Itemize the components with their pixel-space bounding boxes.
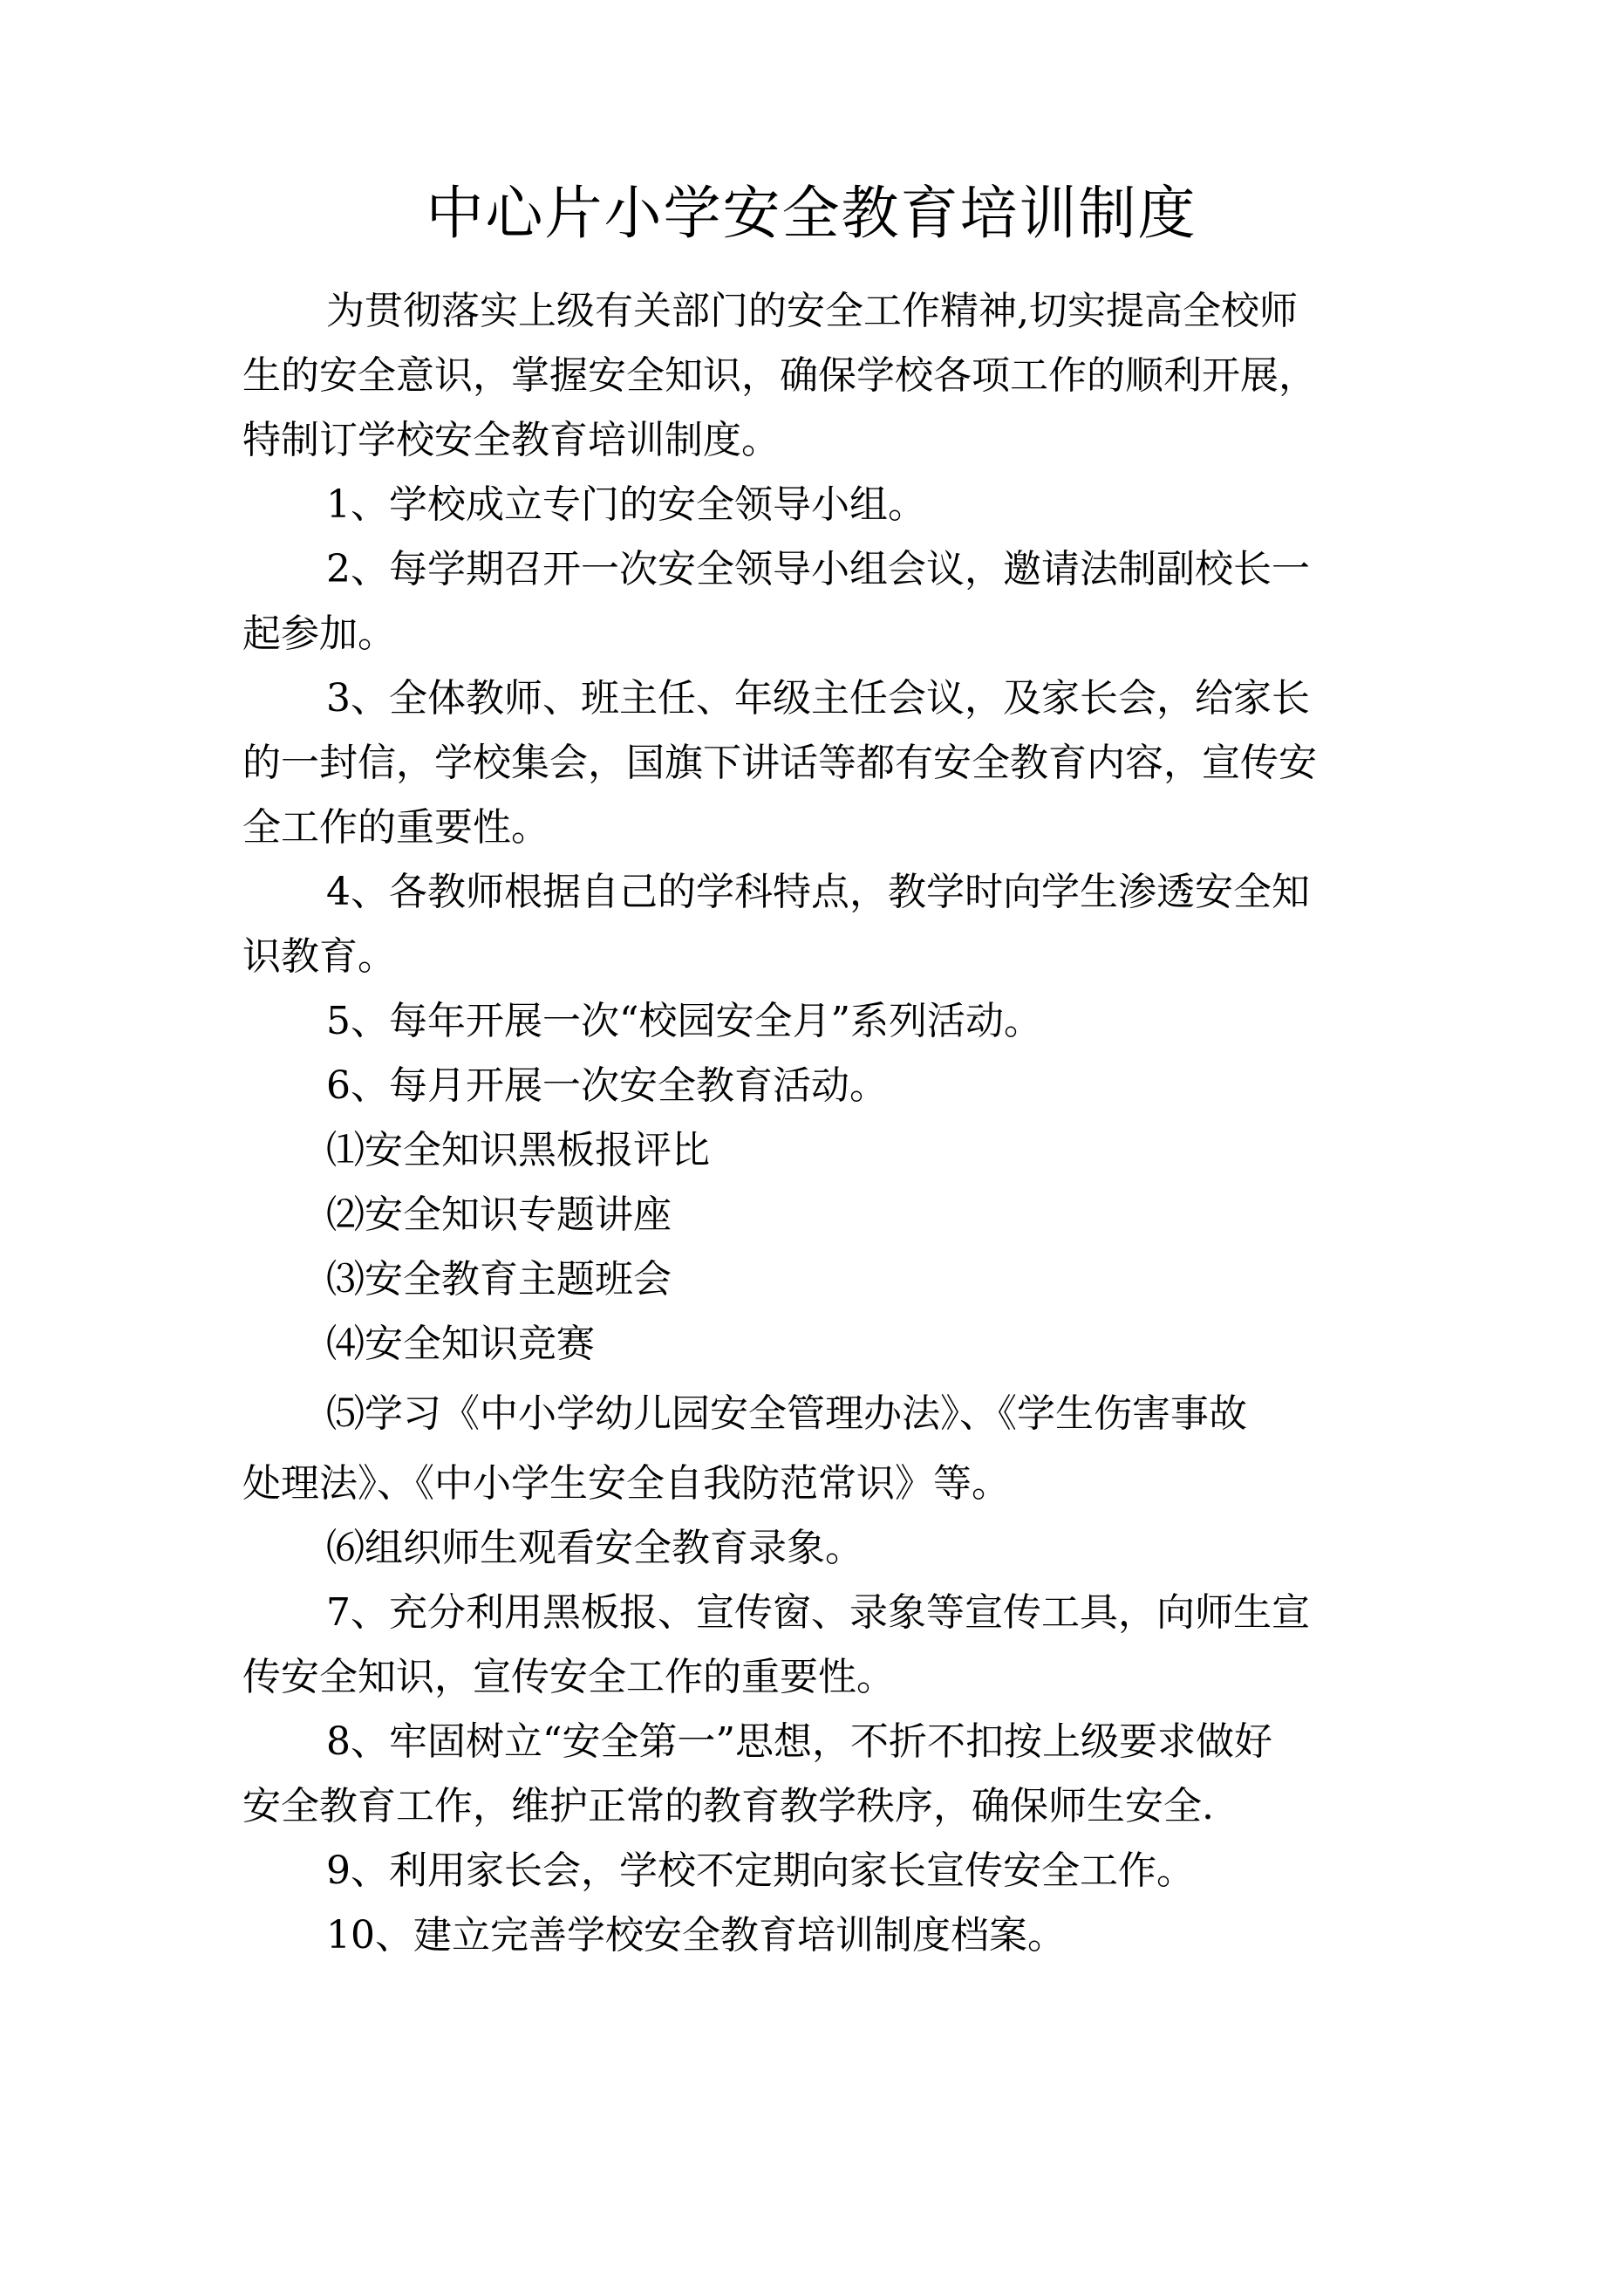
sub-item-4: ⑷安全知识竞赛 [326, 1322, 595, 1366]
item-7-line-2: 传安全知识，宣传安全工作的重要性。 [242, 1655, 895, 1699]
item-9: 9、利用家长会，学校不定期向家长宣传安全工作。 [326, 1848, 1195, 1893]
item-4-line-1: 4、各教师根据自己的学科特点，教学时向学生渗透安全知 [326, 870, 1310, 914]
sub-item-3: ⑶安全教育主题班会 [326, 1257, 672, 1302]
item-10: 10、建立完善学校安全教育培训制度档案。 [326, 1913, 1066, 1958]
sub-item-2: ⑵安全知识专题讲座 [326, 1192, 672, 1237]
item-7-line-1: 7、充分利用黑板报、宣传窗、录象等宣传工具，向师生宣 [326, 1590, 1310, 1635]
sub-item-1: ⑴安全知识黑板报评比 [326, 1128, 710, 1172]
document-title: 中心片小学安全教育培训制度 [426, 180, 1197, 247]
intro-line-3: 特制订学校安全教育培训制度。 [242, 418, 780, 462]
item-2-line-1: 2、每学期召开一次安全领导小组会议，邀请法制副校长一 [326, 547, 1310, 591]
item-2-line-2: 起参加。 [242, 612, 396, 656]
intro-line-1: 为贯彻落实上级有关部门的安全工作精神,切实提高全校师 [326, 289, 1298, 333]
document-body [242, 279, 1394, 1968]
item-3-line-1: 3、全体教师、班主任、年级主任会议，及家长会，给家长 [326, 676, 1310, 721]
item-3-line-3: 全工作的重要性。 [242, 805, 549, 850]
item-4-line-2: 识教育。 [242, 934, 396, 979]
item-3-line-2: 的一封信，学校集会，国旗下讲话等都有安全教育内容，宣传安 [242, 741, 1317, 785]
sub-item-6: ⑹组织师生观看安全教育录象。 [326, 1526, 863, 1570]
item-6: 6、每月开展一次安全教育活动。 [326, 1063, 888, 1108]
item-8-line-2: 安全教育工作，维护正常的教育教学秩序，确保师生安全. [242, 1784, 1214, 1828]
intro-line-2: 生的安全意识，掌握安全知识，确保学校各项工作的顺利开展， [242, 353, 1317, 398]
item-8-line-1: 8、牢固树立“安全第一”思想，不折不扣按上级要求做好 [326, 1719, 1272, 1764]
item-5: 5、每年开展一次“校园安全月”系列活动。 [326, 999, 1042, 1043]
item-1: 1、学校成立专门的安全领导小组。 [326, 482, 926, 527]
sub-item-5-line-2: 处理法》、《中小学生安全自我防范常识》等。 [242, 1461, 1010, 1506]
sub-item-5-line-1: ⑸学习《中小学幼儿园安全管理办法》、《学生伤害事故 [326, 1391, 1247, 1436]
